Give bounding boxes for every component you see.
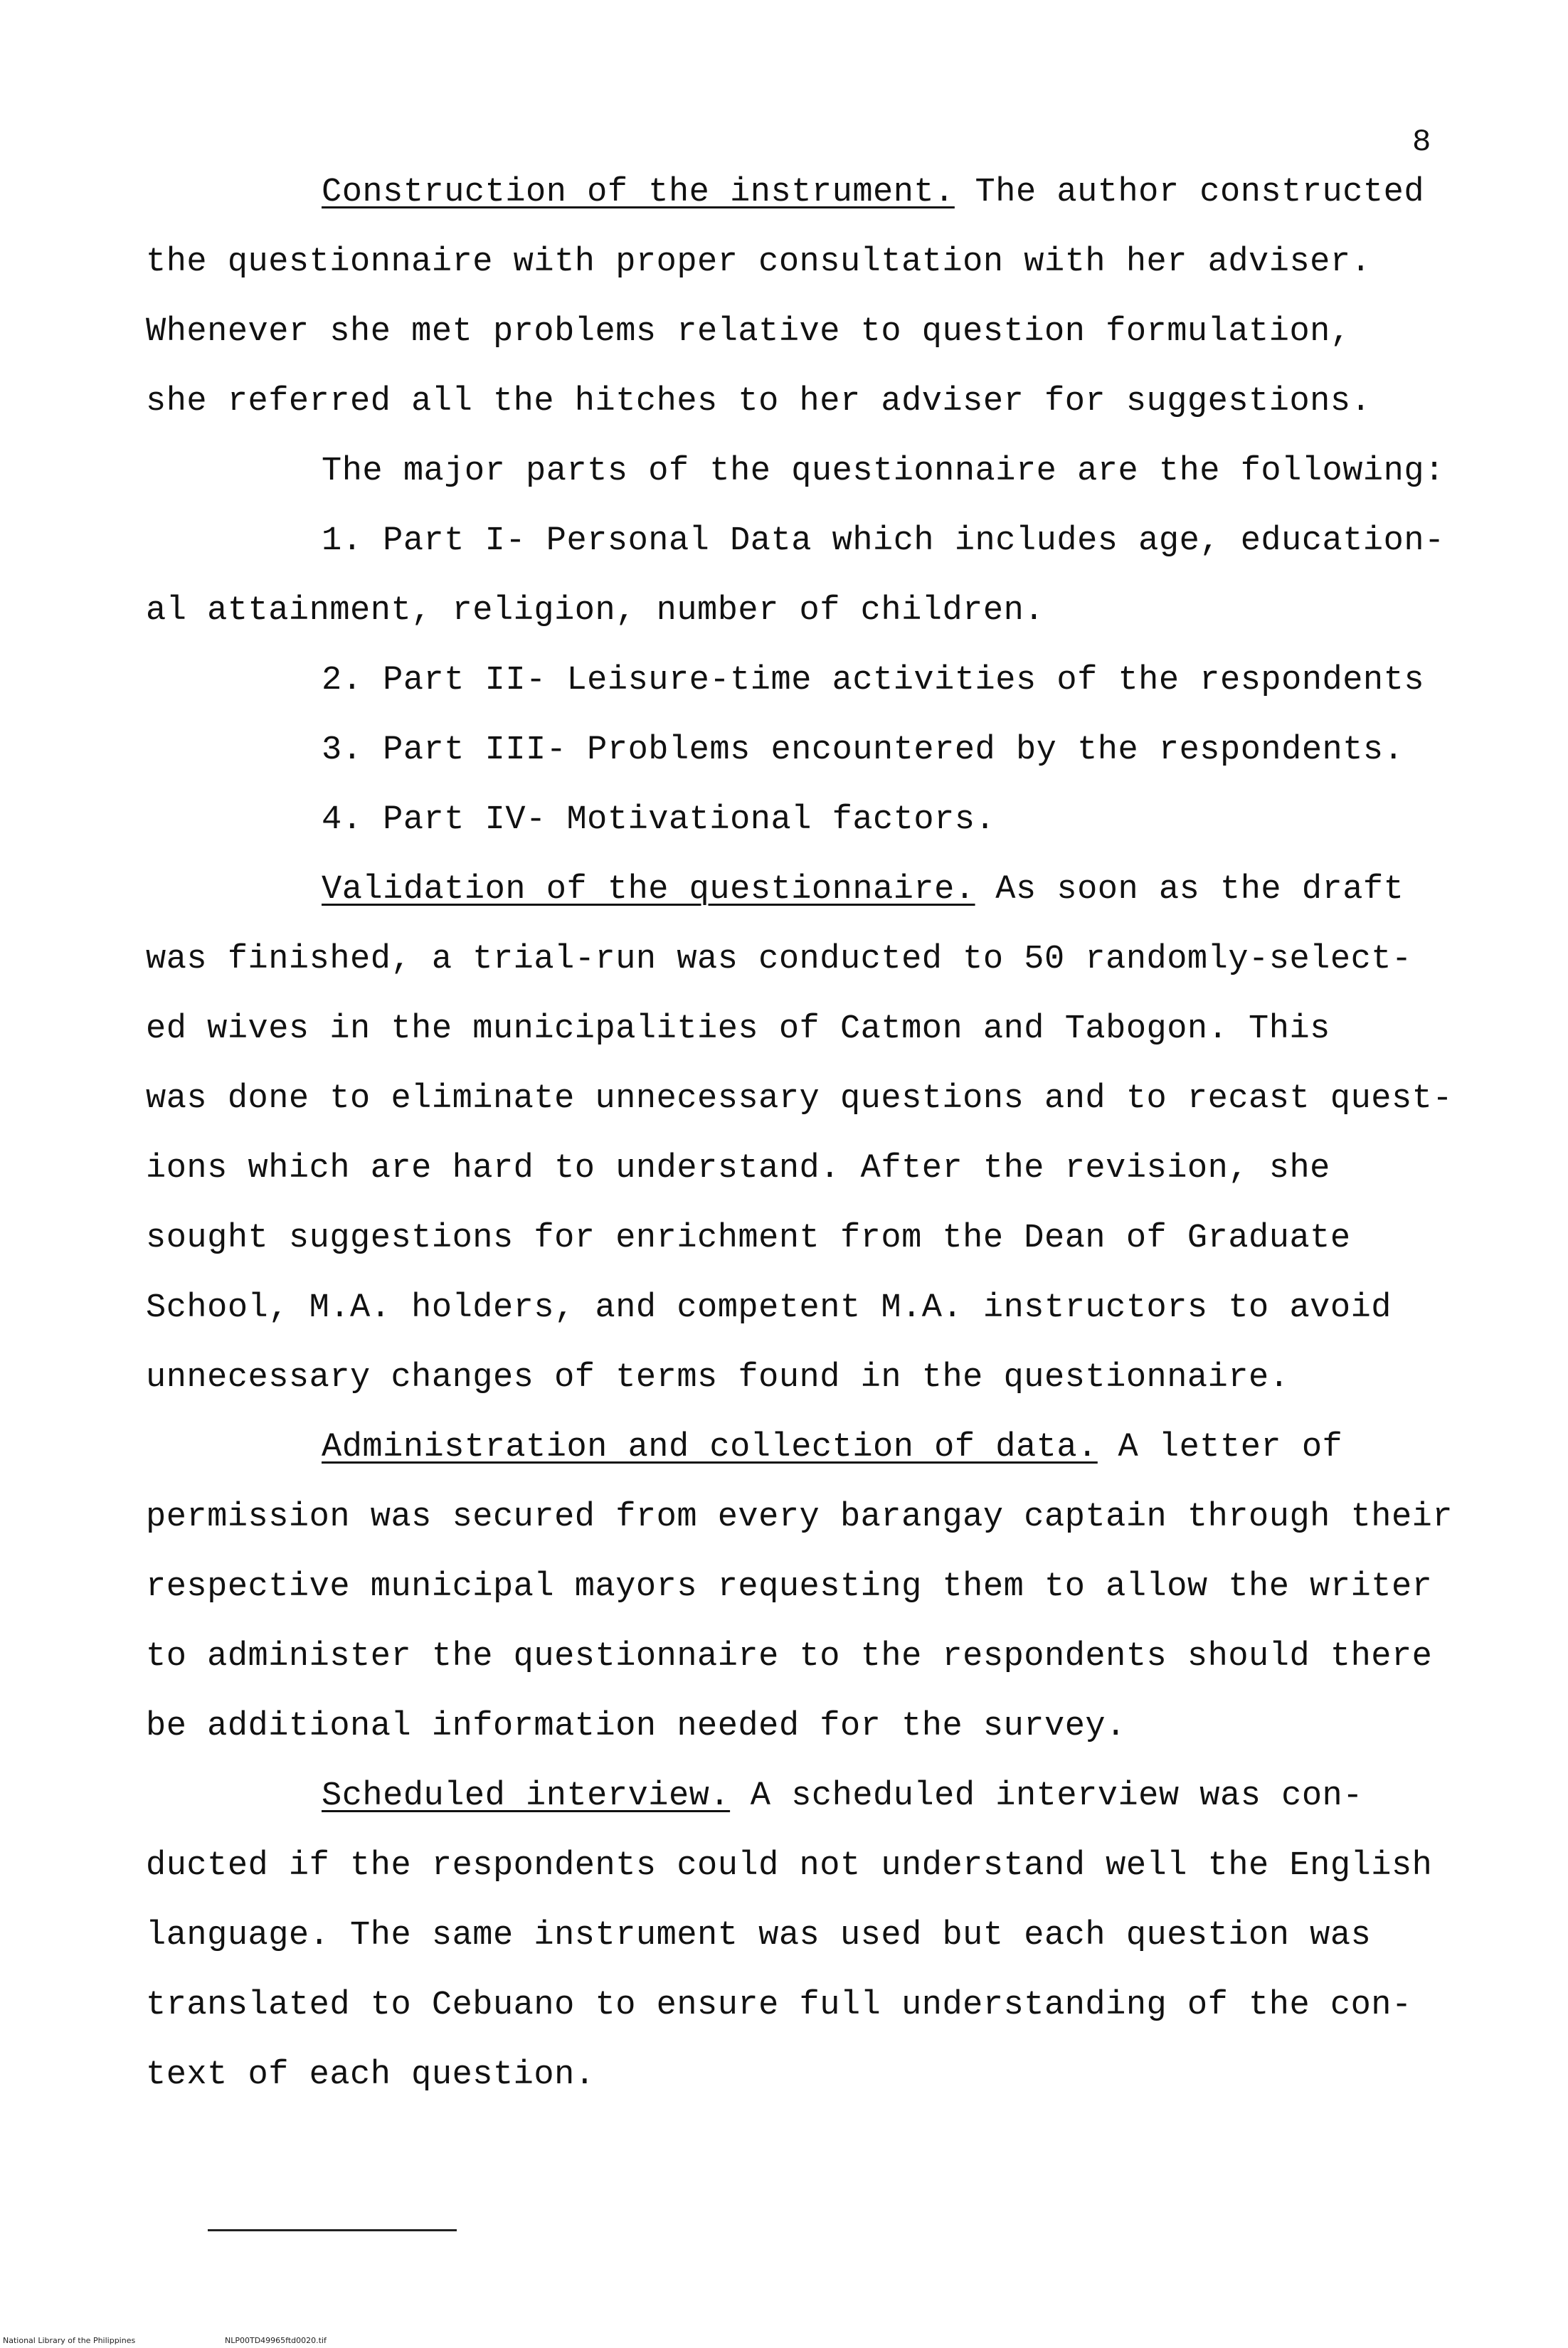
heading-interview: Scheduled interview. (322, 1777, 731, 1815)
part-1-line-2: al attainment, religion, number of children. (146, 592, 1045, 630)
paragraph-validation-line-2: was finished, a trial-run was conducted to 50 randomly-select- (146, 941, 1412, 978)
heading-validation: Validation of the questionnaire. (322, 871, 975, 909)
paragraph-validation-line-1 (322, 868, 1404, 912)
text-interview-1: A scheduled interview was con- (730, 1777, 1363, 1815)
footnote-rule (208, 2229, 457, 2231)
parts-intro: The major parts of the questionnaire are the following: (322, 453, 1445, 490)
paragraph-validation-line-8: unnecessary changes of terms found in the questionnaire. (146, 1359, 1290, 1397)
text-administration-1: A letter of (1097, 1429, 1343, 1466)
paragraph-interview-line-3: language. The same instrument was used but each question was (146, 1917, 1372, 1955)
paragraph-validation-line-5: ions which are hard to understand. After the revision, she (146, 1150, 1330, 1188)
text-validation-1: As soon as the draft (975, 871, 1404, 909)
part-4: 4. Part IV- Motivational factors. (322, 801, 996, 839)
paragraph-construction-line-1 (322, 171, 1424, 215)
paragraph-administration-line-2: permission was secured from every barangay captain through their (146, 1498, 1453, 1536)
footer-library-name: National Library of the Philippines (3, 2336, 136, 2345)
paragraph-administration-line-5: be additional information needed for the survey. (146, 1708, 1126, 1745)
part-3: 3. Part III- Problems encountered by the respondents. (322, 731, 1404, 769)
paragraph-validation-line-3: ed wives in the municipalities of Catmon and Tabogon. This (146, 1010, 1330, 1048)
paragraph-interview-line-4: translated to Cebuano to ensure full understanding of the con- (146, 1987, 1412, 2024)
page-number: 8 (1412, 125, 1431, 160)
text-construction-1: The author constructed (954, 174, 1425, 211)
paragraph-construction-line-4: she referred all the hitches to her adviser for suggestions. (146, 383, 1372, 421)
paragraph-interview-line-1 (322, 1775, 1363, 1819)
paragraph-administration-line-3: respective municipal mayors requesting them to allow the writer (146, 1568, 1433, 1606)
paragraph-validation-line-6: sought suggestions for enrichment from the Dean of Graduate (146, 1220, 1351, 1257)
paragraph-construction-line-3: Whenever she met problems relative to question formulation, (146, 313, 1351, 351)
heading-construction: Construction of the instrument. (322, 174, 955, 211)
part-2: 2. Part II- Leisure-time activities of the respondents (322, 662, 1425, 699)
paragraph-administration-line-4: to administer the questionnaire to the respondents should there (146, 1638, 1433, 1676)
paragraph-administration-line-1 (322, 1426, 1342, 1470)
paragraph-interview-line-2: ducted if the respondents could not understand well the English (146, 1847, 1433, 1885)
footer-file-name: NLP00TD49965ftd0020.tif (225, 2336, 327, 2345)
paragraph-construction-line-2: the questionnaire with proper consultation with her adviser. (146, 243, 1372, 281)
paragraph-validation-line-4: was done to eliminate unnecessary questions and to recast quest- (146, 1080, 1453, 1118)
paragraph-interview-line-5: text of each question. (146, 2056, 595, 2094)
heading-administration: Administration and collection of data. (322, 1429, 1098, 1466)
part-1-line-1: 1. Part I- Personal Data which includes age, education- (322, 522, 1445, 560)
paragraph-validation-line-7: School, M.A. holders, and competent M.A. instructors to avoid (146, 1289, 1392, 1327)
